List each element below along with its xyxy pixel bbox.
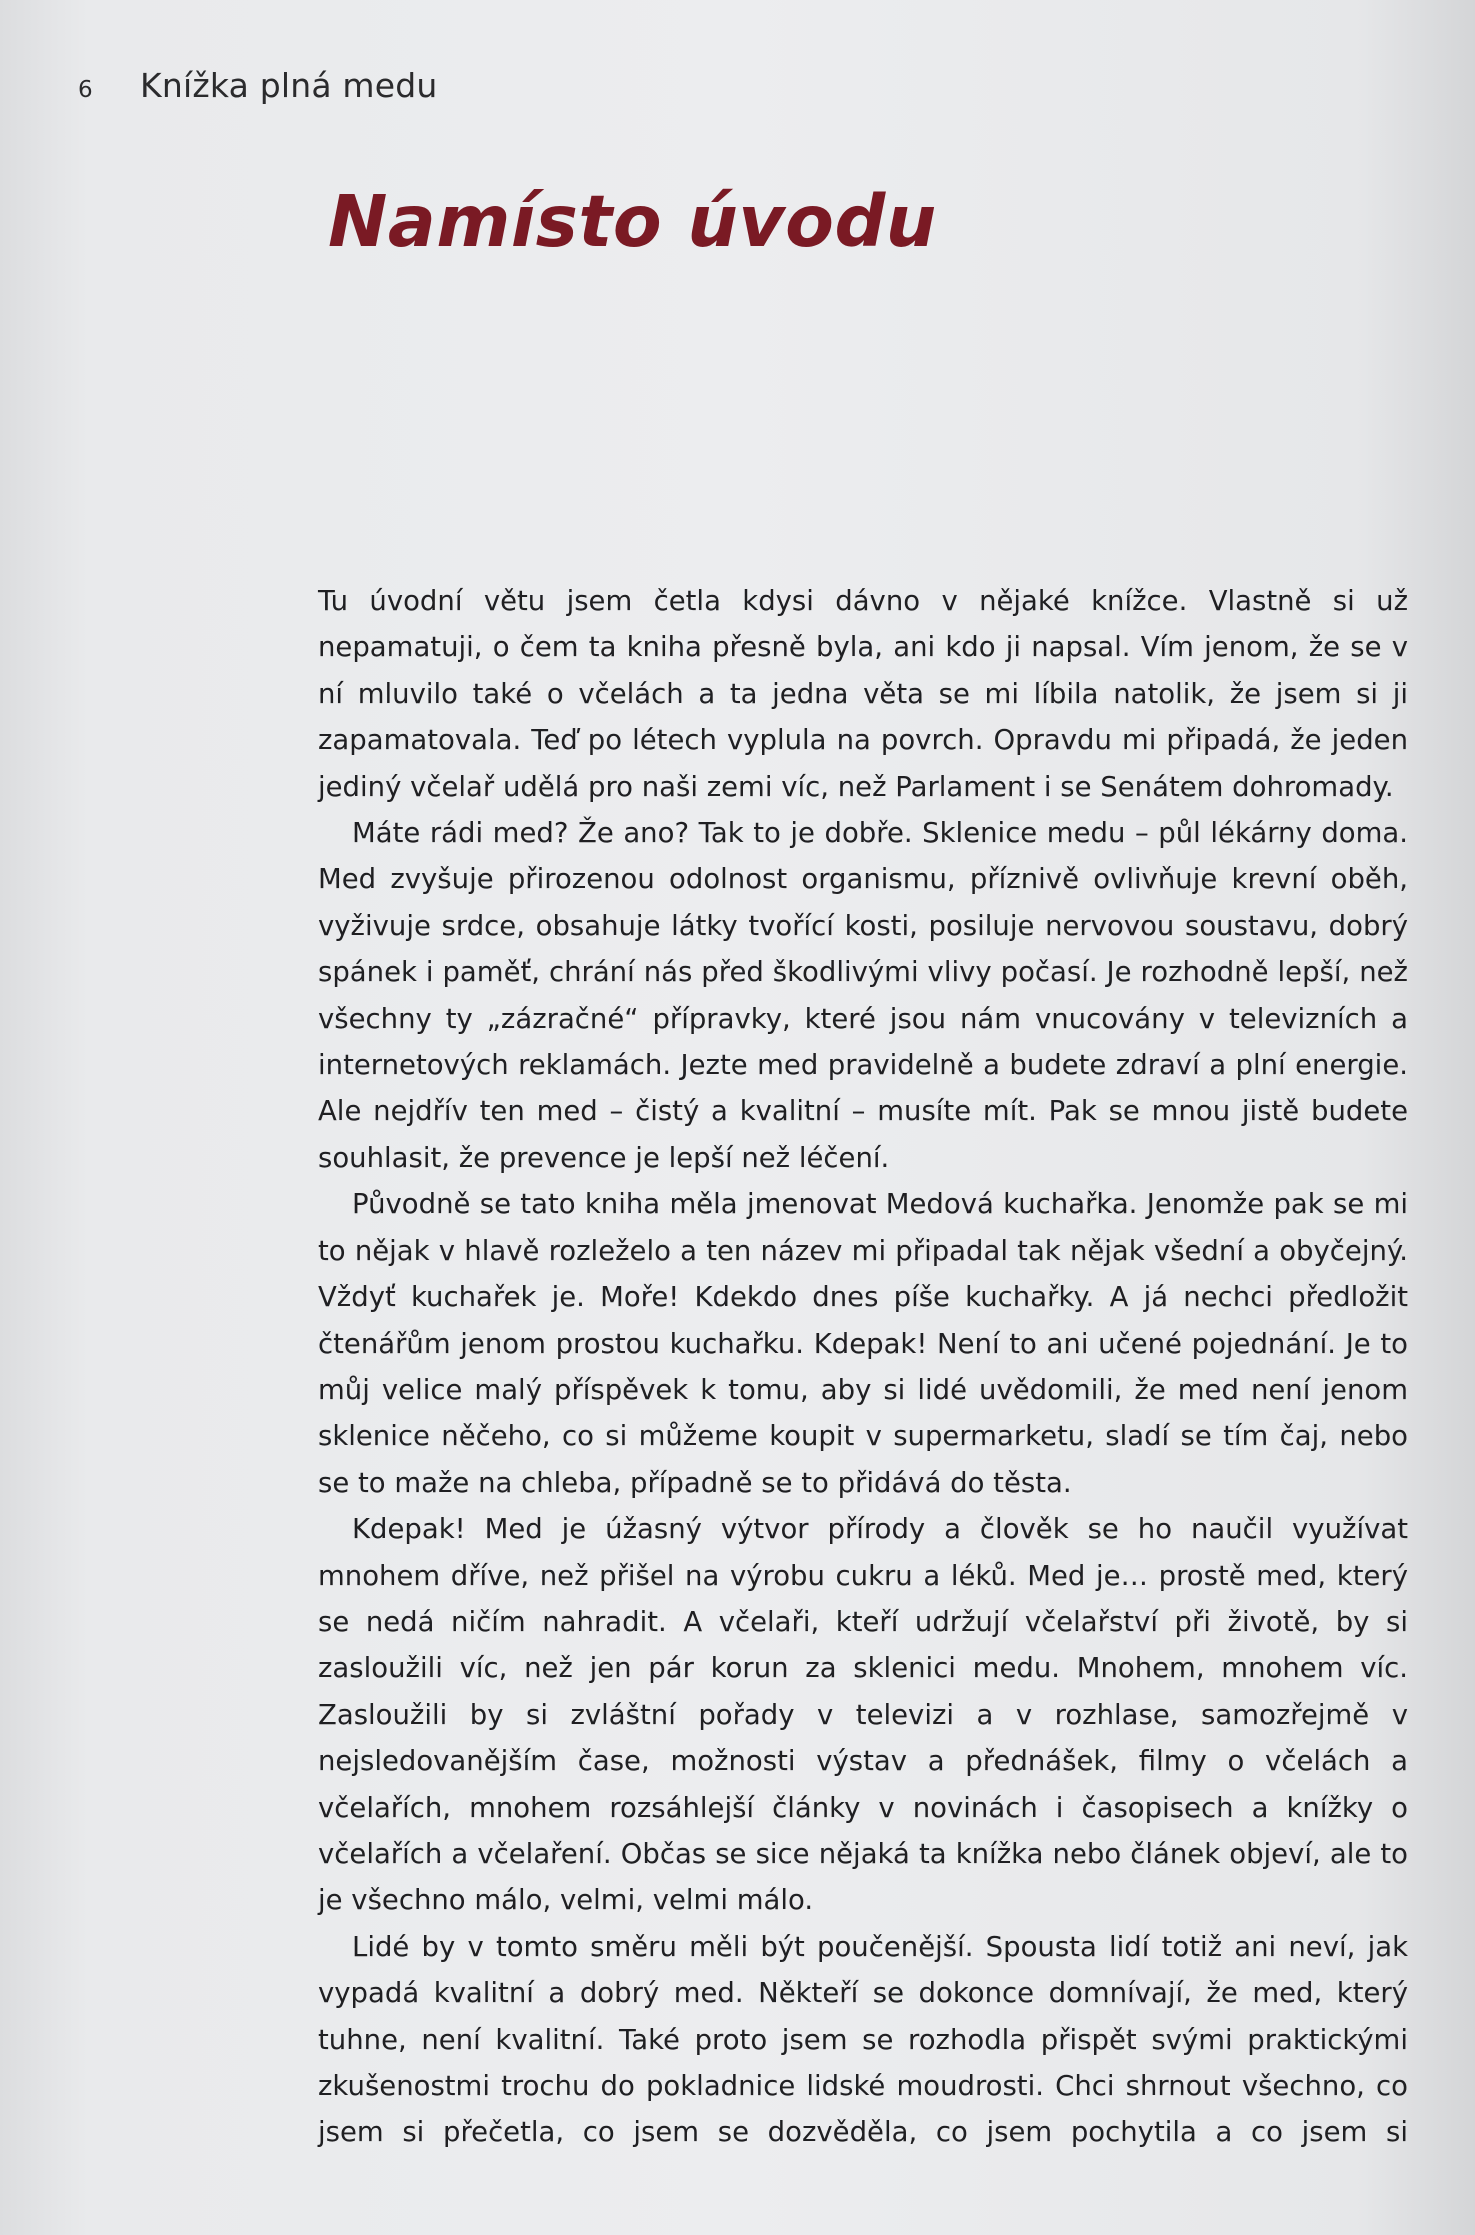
paragraph-2: Máte rádi med? Že ano? Tak to je dobře. Sklenice medu – půl lékárny doma. Med zvyšuje přirozenou odolnost organismu, příznivě ovlivňuje krevní oběh, vyživuje srdce, obsahuje látky tvořící kosti, posiluje nervovou soustavu, dobrý spánek i paměť, chrání nás před škodlivými vlivy počasí. Je rozhodně lepší, než všechny ty „zázračné“ přípravky, které jsou nám vnucovány v televizních a internetových reklamách. Jezte med pravidelně a budete zdraví a plní energie. Ale nejdřív ten med – čistý a kvalitní – musíte mít. Pak se mnou jistě budete souhlasit, že prevence je lepší než léčení. — [318, 817, 1408, 1174]
chapter-title: Namísto úvodu — [328, 180, 937, 263]
paragraph-5: Lidé by v tomto směru měli být poučenější. Spousta lidí totiž ani neví, jak vypadá kvalitní a dobrý med. Někteří se dokonce domnívají, že med, který tuhne, není kvalitní. Také proto jsem se rozhodla přispět svými praktickými zkušenostmi trochu do pokladnice lidské moudrosti. Chci shrnout všechno, co jsem si přečetla, co jsem se dozvěděla, co jsem pochytila a co jsem si — [318, 1930, 1408, 2149]
paragraph-3: Původně se tato kniha měla jmenovat Medová kuchařka. Jenomže pak se mi to nějak v hlavě rozleželo a ten název mi připadal tak nějak všední a obyčejný. Vždyť kuchařek je. Moře! Kdekdo dnes píše kuchařky. A já nechci předložit čtenářům jenom prostou kuchařku. Kdepak! Není to ani učené pojednání. Je to můj velice malý příspěvek k tomu, aby si lidé uvědomili, že med není jenom sklenice něčeho, co si můžeme koupit v supermarketu, sladí se tím čaj, nebo se to maže na chleba, případně se to přidává do těsta. — [318, 1188, 1408, 1499]
paragraph-4: Kdepak! Med je úžasný výtvor přírody a člověk se ho naučil využívat mnohem dříve, než přišel na výrobu cukru a léků. Med je… prostě med, který se nedá ničím nahradit. A včelaři, kteří udržují včelařství při životě, by si zasloužili víc, než jen pár korun za sklenici medu. Mnohem, mnohem víc. Zasloužili by si zvláštní pořady v televizi a v rozhlase, samozřejmě v nejsledovanějším čase, možnosti výstav a přednášek, filmy o včelách a včelařích, mnohem rozsáhlejší články v novinách i časopisech a knížky o včelařích a včelaření. Občas se sice nějaká ta knížka nebo článek objeví, ale to je všechno málo, velmi, velmi málo. — [318, 1513, 1408, 1917]
paragraph-1: Tu úvodní větu jsem četla kdysi dávno v nějaké knížce. Vlastně si už nepamatuji, o čem ta kniha přesně byla, ani kdo ji napsal. Vím jenom, že se v ní mluvilo také o včelách a ta jedna věta se mi líbila natolik, že jsem si ji zapamatovala. Teď po létech vyplula na povrch. Opravdu mi připadá, že jeden jediný včelař udělá pro naši zemi víc, než Parlament i se Senátem dohromady. — [318, 585, 1408, 803]
book-title: Knížka plná medu — [140, 66, 438, 105]
body-text — [318, 578, 1408, 2156]
running-head — [78, 66, 438, 106]
page-number: 6 — [78, 77, 93, 103]
